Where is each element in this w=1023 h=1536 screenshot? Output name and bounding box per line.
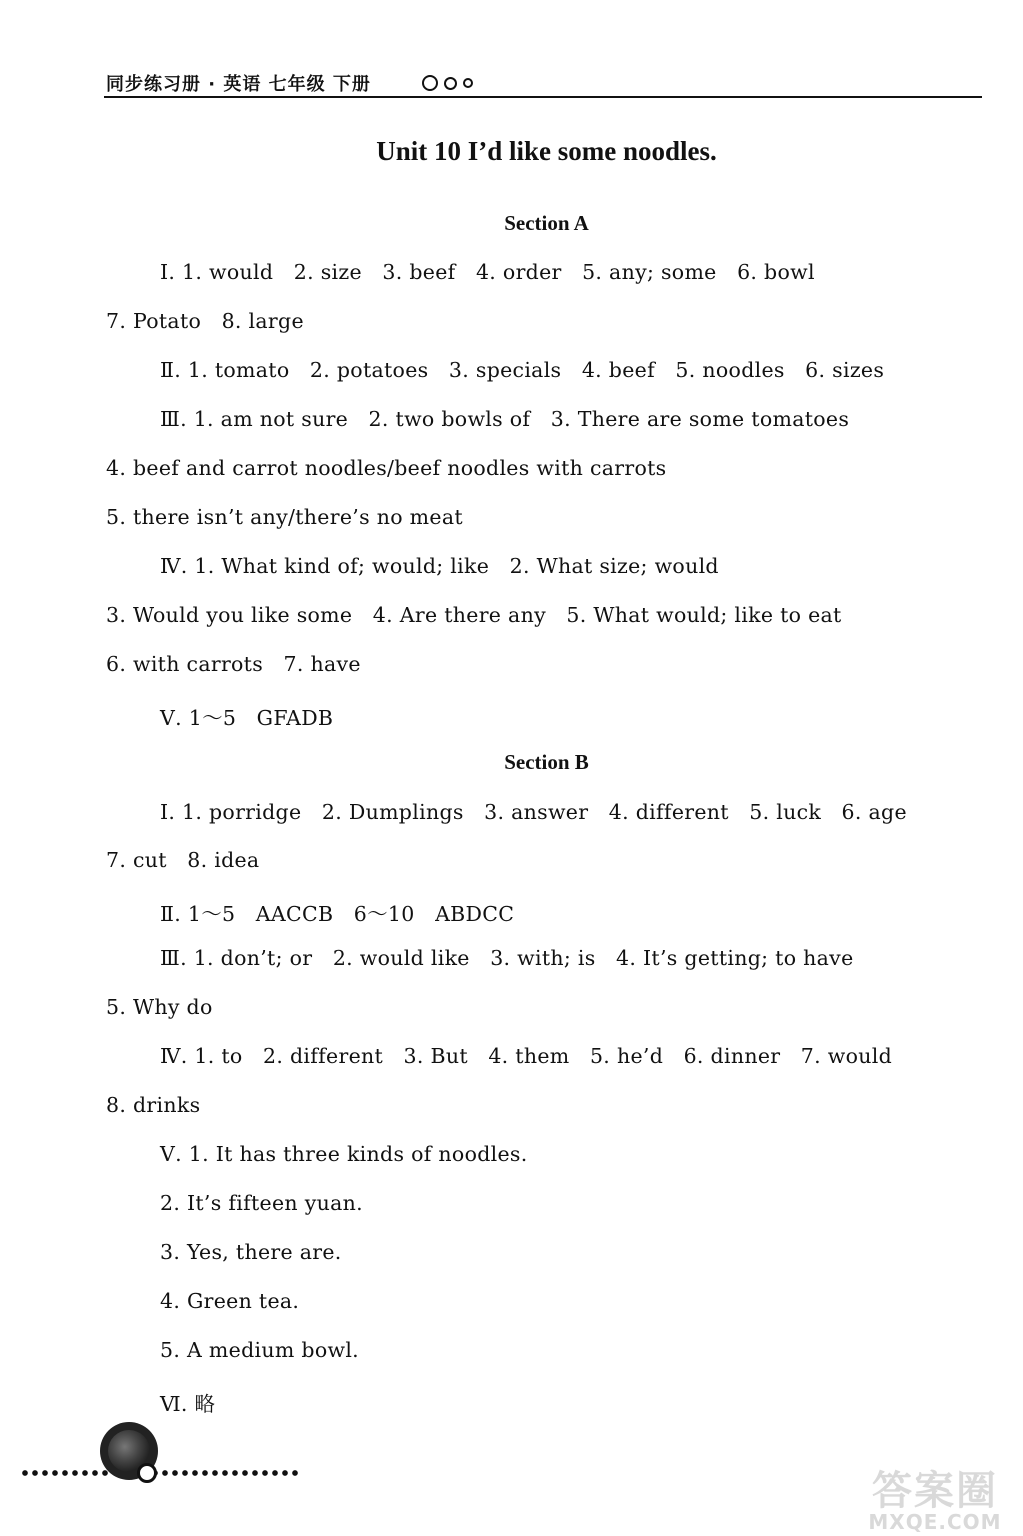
- answer-line: Ⅱ. 1～5 AACCB 6～10 ABDCC: [160, 902, 515, 926]
- answer-line: 5. Why do: [106, 995, 213, 1019]
- section-a-heading: Section A: [504, 211, 589, 235]
- watermark-logo: 答案圈 MXQE.COM: [868, 1468, 1002, 1534]
- footer-ring: [137, 1463, 157, 1483]
- answer-line: Ⅲ. 1. am not sure 2. two bowls of 3. There are some tomatoes: [160, 407, 850, 431]
- answer-line: 5. A medium bowl.: [160, 1338, 359, 1362]
- answer-line: Ⅴ. 1～5 GFADB: [160, 706, 334, 730]
- page-header: [104, 66, 982, 98]
- unit-title: Unit 10 I’d like some noodles.: [376, 136, 717, 166]
- answer-line: 4. beef and carrot noodles/beef noodles with carrots: [106, 456, 667, 480]
- answer-line: 3. Yes, there are.: [160, 1240, 342, 1264]
- book-title: 同步练习册 · 英语 七年级 下册: [106, 74, 371, 95]
- answer-line: 8. drinks: [106, 1093, 201, 1117]
- answer-line: Ⅳ. 1. What kind of; would; like 2. What size; would: [160, 554, 719, 578]
- answer-line: 6. with carrots 7. have: [106, 652, 361, 676]
- answer-line: Ⅲ. 1. don’t; or 2. would like 3. with; is 4. It’s getting; to have: [160, 946, 854, 970]
- answer-line: Ⅴ. 1. It has three kinds of noodles.: [160, 1142, 528, 1166]
- answer-line: Ⅳ. 1. to 2. different 3. But 4. them 5. he’d 6. dinner 7. would: [160, 1044, 893, 1068]
- answer-line: 5. there isn’t any/there’s no meat: [106, 505, 463, 529]
- answer-line: 3. Would you like some 4. Are there any 5. What would; like to eat: [106, 603, 842, 627]
- answer-line: 2. It’s fifteen yuan.: [160, 1191, 363, 1215]
- header-decoration: [422, 75, 473, 91]
- answer-line: Ⅵ. 略: [160, 1392, 216, 1416]
- answer-line: Ⅰ. 1. porridge 2. Dumplings 3. answer 4. different 5. luck 6. age: [160, 800, 907, 824]
- answer-line: Ⅱ. 1. tomato 2. potatoes 3. specials 4. beef 5. noodles 6. sizes: [160, 358, 885, 382]
- answer-line: Ⅰ. 1. would 2. size 3. beef 4. order 5. any; some 6. bowl: [160, 260, 815, 284]
- answer-line: 7. Potato 8. large: [106, 309, 304, 333]
- section-b-heading: Section B: [504, 750, 589, 774]
- answer-line: 7. cut 8. idea: [106, 848, 260, 872]
- answer-line: 4. Green tea.: [160, 1289, 300, 1313]
- footer-dotted-line: [20, 1469, 300, 1477]
